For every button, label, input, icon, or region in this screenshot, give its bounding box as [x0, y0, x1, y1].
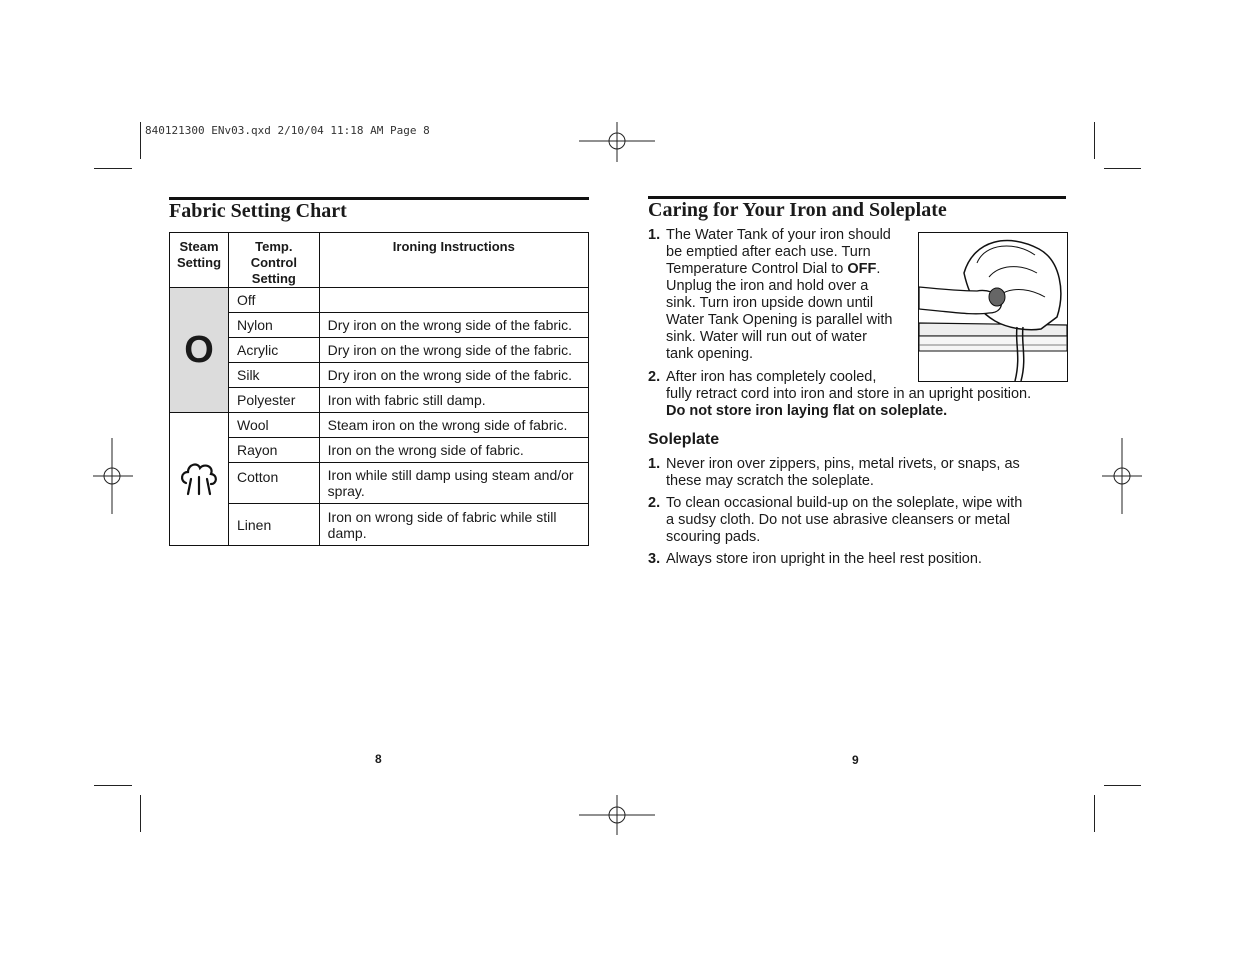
instruction-cell: Dry iron on the wrong side of the fabric.: [319, 338, 588, 363]
fabric-cell: Rayon: [229, 438, 320, 463]
page-number-right: 9: [852, 753, 859, 767]
registration-mark-top: [579, 122, 655, 162]
print-slug: 840121300 ENv03.qxd 2/10/04 11:18 AM Page 8: [145, 124, 430, 137]
page-number-left: 8: [375, 752, 382, 766]
instruction-cell: Iron on wrong side of fabric while still damp.: [319, 504, 588, 546]
fabric-cell: Acrylic: [229, 338, 320, 363]
instruction-cell: Steam iron on the wrong side of fabric.: [319, 413, 588, 438]
fabric-cell: Cotton: [229, 463, 320, 504]
page-title-caring: Caring for Your Iron and Soleplate: [648, 199, 947, 221]
iron-emptying-illustration: [918, 232, 1068, 382]
fabric-cell: Nylon: [229, 313, 320, 338]
step-number: 1.: [648, 227, 661, 243]
fabric-cell: Wool: [229, 413, 320, 438]
registration-mark-left: [93, 438, 133, 514]
fabric-setting-table: [169, 232, 589, 546]
table-row: [170, 388, 589, 413]
table-row: [170, 363, 589, 388]
table-row: [170, 438, 589, 463]
table-row: [170, 413, 589, 438]
soleplate-step-3-text: Always store iron upright in the heel rest position.: [666, 551, 982, 567]
fabric-cell: Off: [229, 288, 320, 313]
header-temp-control: Temp. Control Setting: [229, 233, 320, 288]
fabric-cell: Linen: [229, 504, 320, 546]
page-title-fabric-chart: Fabric Setting Chart: [169, 200, 347, 222]
step-number: 2.: [648, 495, 661, 511]
step-2-text: After iron has completely cooled, fully retract cord into iron and store in an upright position. Do not store iron laying flat on soleplate.: [666, 369, 1032, 419]
instruction-cell: Dry iron on the wrong side of the fabric.: [319, 363, 588, 388]
registration-mark-right: [1102, 438, 1142, 514]
steam-off-symbol: O: [170, 288, 229, 413]
instruction-cell: Dry iron on the wrong side of the fabric.: [319, 313, 588, 338]
registration-mark-bottom: [579, 795, 655, 835]
header-steam-setting: Steam Setting: [170, 233, 229, 288]
table-row: [170, 313, 589, 338]
table-row: [170, 288, 589, 313]
step-1-text: The Water Tank of your iron should be emptied after each use. Turn Temperature Control Dial to OFF. Unplug the iron and hold over a sink. Turn iron upside down until Water Tank Opening is parallel with sink. Water will run out of water tank opening.: [666, 227, 893, 362]
instruction-cell: Iron with fabric still damp.: [319, 388, 588, 413]
step-number: 1.: [648, 456, 661, 472]
soleplate-step-2-text: To clean occasional build-up on the soleplate, wipe with a sudsy cloth. Do not use abrasive cleansers or metal scouring pads.: [666, 495, 1023, 545]
fabric-cell: Polyester: [229, 388, 320, 413]
soleplate-heading: Soleplate: [648, 431, 720, 448]
fabric-cell: Silk: [229, 363, 320, 388]
header-ironing-instructions: Ironing Instructions: [319, 233, 588, 288]
step-number: 3.: [648, 551, 661, 567]
steam-icon: [170, 413, 229, 546]
instruction-cell: Iron while still damp using steam and/or spray.: [319, 463, 588, 504]
table-row: [170, 504, 589, 546]
instruction-cell: Iron on the wrong side of fabric.: [319, 438, 588, 463]
table-row: [170, 463, 589, 504]
soleplate-step-1-text: Never iron over zippers, pins, metal rivets, or snaps, as these may scratch the soleplate.: [666, 456, 1020, 489]
step-number: 2.: [648, 369, 661, 385]
table-row: [170, 338, 589, 363]
instruction-cell: [319, 288, 588, 313]
